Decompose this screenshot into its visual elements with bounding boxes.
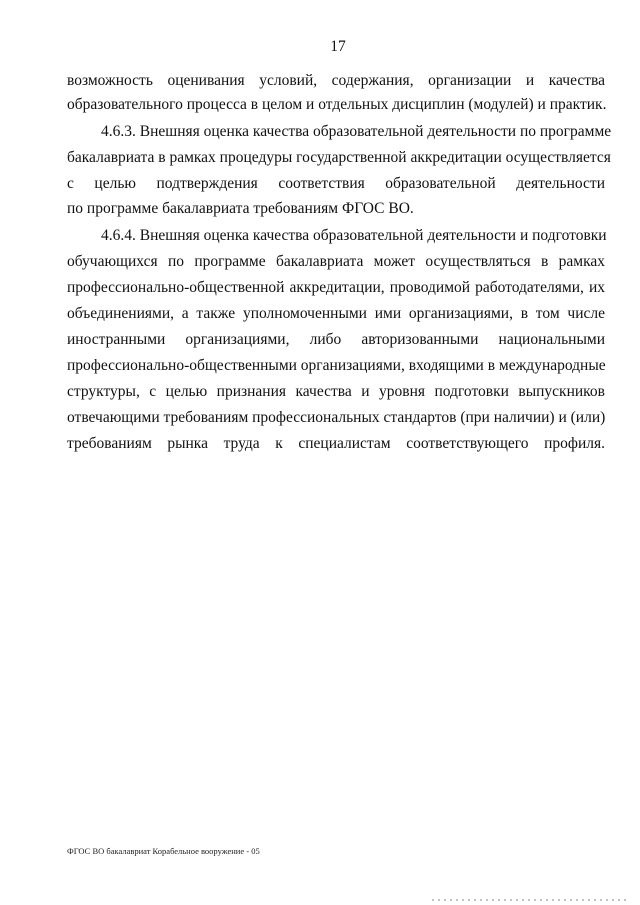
text-line: с целью подтверждения соответствия образовательной деятельности <box>67 175 605 192</box>
scan-edge-marks <box>430 898 630 902</box>
text-line: бакалавриата в рамках процедуры государственной аккредитации осуществляется <box>67 149 611 166</box>
text-line: профессионально-общественными организациями, входящими в международные <box>67 357 606 374</box>
text-line: по программе бакалавриата требованиям ФГОС ВО. <box>67 200 414 217</box>
text-line: обучающихся по программе бакалавриата может осуществляться в рамках <box>67 253 605 270</box>
text-line: 4.6.4. Внешняя оценка качества образовательной деятельности и подготовки <box>101 227 607 244</box>
text-line: профессионально-общественной аккредитации, проводимой работодателями, их <box>67 279 605 296</box>
text-line: образовательного процесса в целом и отдельных дисциплин (модулей) и практик. <box>67 96 607 113</box>
text-line: требованиям рынка труда к специалистам соответствующего профиля. <box>67 435 605 452</box>
footer-text: ФГОС ВО бакалавриат Корабельное вооружение - 05 <box>67 846 260 856</box>
text-line: иностранными организациями, либо авторизованными национальными <box>67 331 605 348</box>
text-line: объединениями, а также уполномоченными ими организациями, в том числе <box>67 305 605 322</box>
text-line: 4.6.3. Внешняя оценка качества образовательной деятельности по программе <box>101 123 612 140</box>
text-line: возможность оценивания условий, содержания, организации и качества <box>67 72 605 89</box>
text-line: структуры, с целью признания качества и уровня подготовки выпускников <box>67 383 605 400</box>
page-number: 17 <box>330 38 346 55</box>
text-line: отвечающими требованиям профессиональных стандартов (при наличии) и (или) <box>67 409 606 426</box>
